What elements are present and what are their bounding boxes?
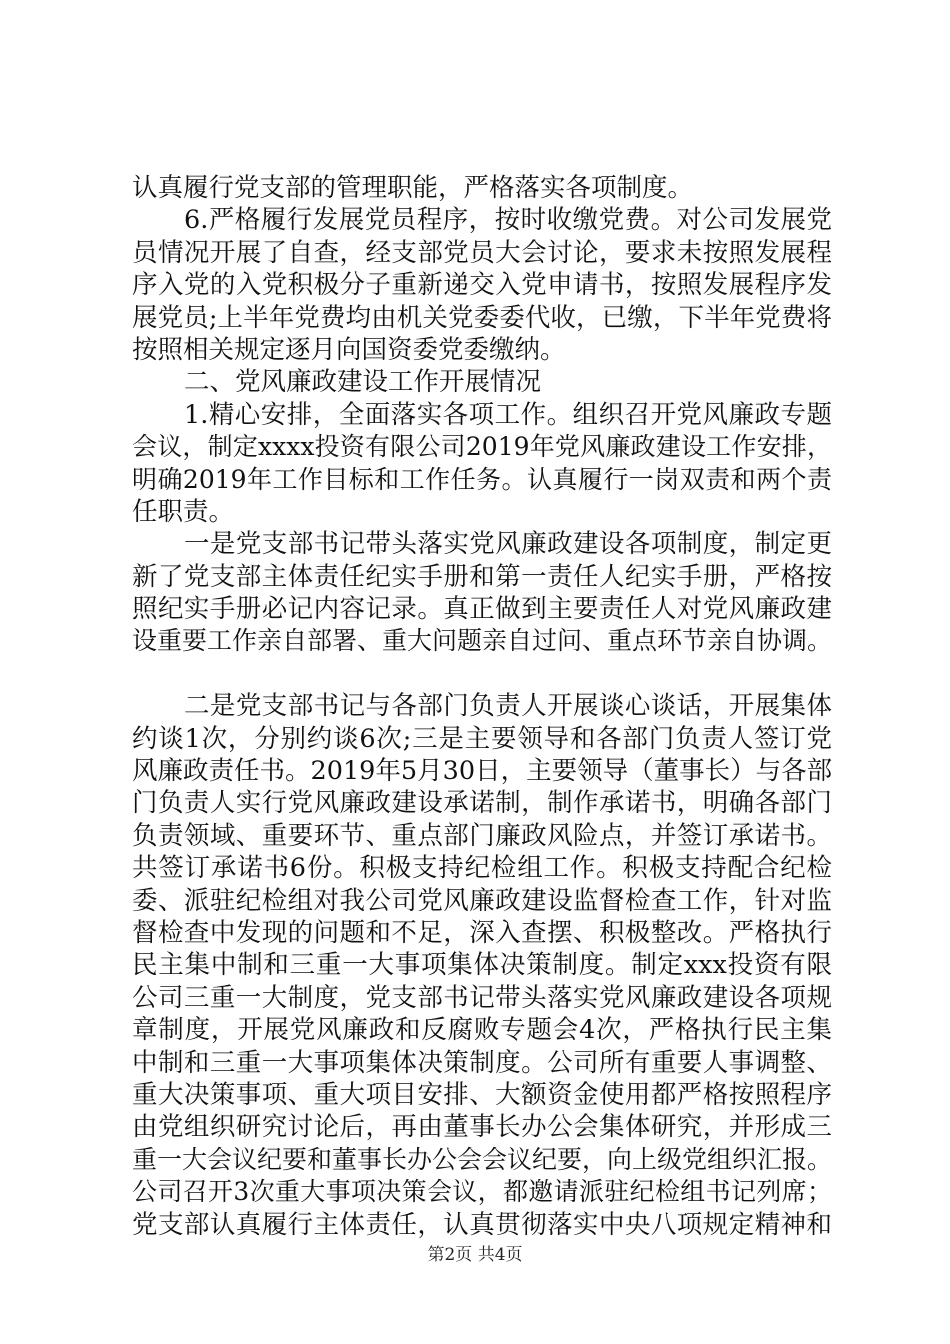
text-line: 二、党风廉政建设工作开展情况 [184, 367, 542, 398]
text-line: 督检查中发现的问题和不足，深入查摆、积极整改。严格执行 [132, 917, 832, 948]
text-line: 由党组织研究讨论后，再由董事长办公会集体研究，并形成三 [132, 1112, 832, 1143]
text-line: 风廉政责任书。2019年5月30日，主要领导（董事长）与各部 [132, 756, 833, 787]
text-line: 门负责人实行党风廉政建设承诺制，制作承诺书，明确各部门 [132, 788, 832, 819]
text-line: 民主集中制和三重一大事项集体决策制度。制定xxx投资有限 [132, 950, 832, 981]
section-heading [132, 366, 832, 398]
text-line: 中制和三重一大事项集体决策制度。公司所有重要人事调整、 [132, 1047, 832, 1078]
paragraph-spacer [132, 658, 832, 690]
text-line: 6.严格履行发展党员程序，按时收缴党费。对公司发展党 [184, 205, 832, 236]
text-line: 约谈1次，分别约谈6次;三是主要领导和各部门负责人签订党 [132, 723, 832, 754]
text-line: 公司三重一大制度，党支部书记带头落实党风廉政建设各项规 [132, 982, 832, 1013]
text-line: 共签订承诺书6份。积极支持纪检组工作。积极支持配合纪检 [132, 853, 832, 884]
text-line: 1.精心安排，全面落实各项工作。组织召开党风廉政专题 [184, 399, 832, 430]
paragraph [132, 204, 832, 366]
paragraph [132, 172, 832, 204]
paragraph [132, 528, 832, 658]
text-line: 负责领域、重要环节、重点部门廉政风险点，并签订承诺书。 [132, 820, 832, 851]
text-line: 明确2019年工作目标和工作任务。认真履行一岗双责和两个责 [132, 464, 832, 494]
paragraph [132, 399, 832, 529]
text-line: 按照相关规定逐月向国资委党委缴纳。 [132, 334, 566, 365]
document-body [132, 172, 832, 1241]
text-line: 一是党支部书记带头落实党风廉政建设各项制度，制定更 [184, 529, 832, 560]
text-line: 重大决策事项、重大项目安排、大额资金使用都严格按照程序 [132, 1079, 832, 1110]
text-line: 新了党支部主体责任纪实手册和第一责任人纪实手册，严格按 [132, 561, 832, 592]
text-line: 会议，制定xxxx投资有限公司2019年党风廉政建设工作安排， [132, 432, 832, 462]
text-line: 重一大会议纪要和董事长办公会会议纪要，向上级党组织汇报。 [132, 1144, 833, 1174]
text-line: 照纪实手册必记内容记录。真正做到主要责任人对党风廉政建 [132, 594, 832, 625]
text-line: 公司召开3次重大事项决策会议，都邀请派驻纪检组书记列席； [132, 1177, 832, 1207]
text-line: 序入党的入党积极分子重新递交入党申请书，按照发展程序发 [132, 270, 832, 301]
text-line: 展党员;上半年党费均由机关党委委代收，已缴，下半年党费将 [132, 302, 832, 333]
text-line: 任职责。 [132, 496, 235, 527]
text-line: 委、派驻纪检组对我公司党风廉政建设监督检查工作，针对监 [132, 885, 832, 916]
text-line: 章制度，开展党风廉政和反腐败专题会4次，严格执行民主集 [132, 1015, 832, 1046]
page-number-footer: 第2页 共4页 [427, 1245, 523, 1265]
text-line: 设重要工作亲自部署、重大问题亲自过问、重点环节亲自协调。 [132, 626, 833, 656]
text-line: 员情况开展了自查，经支部党员大会讨论，要求未按照发展程 [132, 237, 832, 268]
text-line: 党支部认真履行主体责任，认真贯彻落实中央八项规定精神和 [132, 1209, 832, 1240]
text-line: 二是党支部书记与各部门负责人开展谈心谈话，开展集体 [184, 691, 832, 722]
paragraph [132, 690, 832, 1241]
text-line: 认真履行党支部的管理职能，严格落实各项制度。 [132, 173, 694, 203]
